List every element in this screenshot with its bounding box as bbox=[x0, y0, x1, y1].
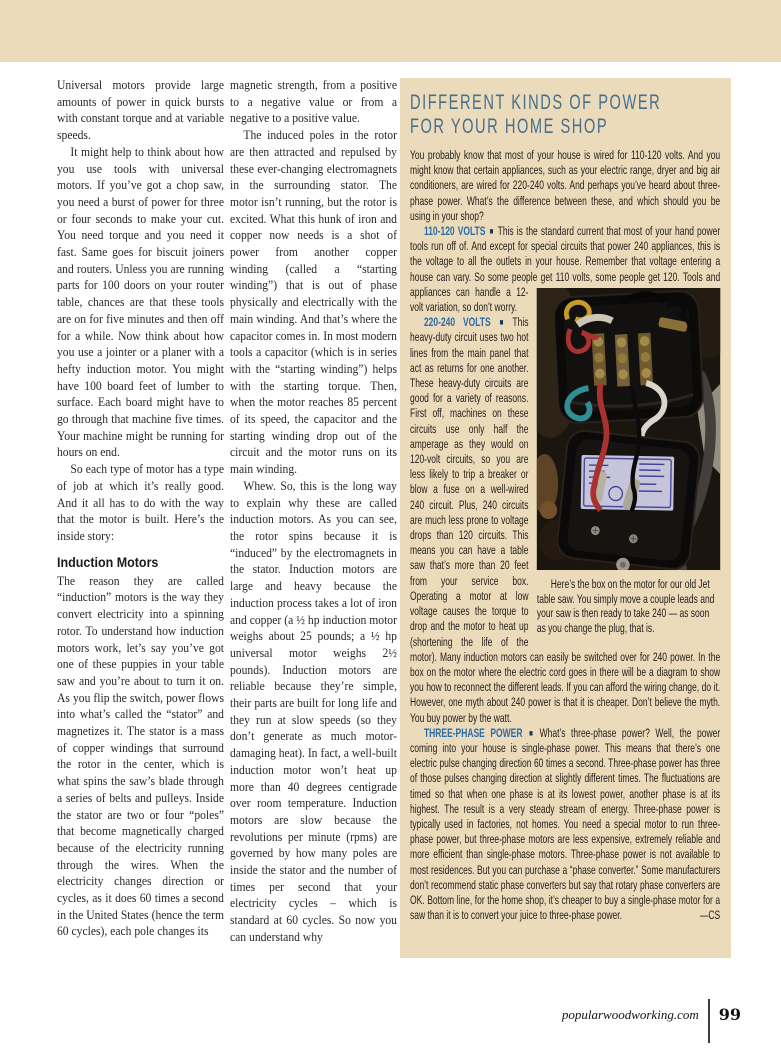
paragraph-motor-types: So each type of motor has a type of job at which it’s really good. And it all has to do with the way that the motor is built. Here’s the inside story: bbox=[57, 461, 224, 543]
website-url: popularwoodworking.com bbox=[561, 1007, 699, 1022]
paragraph-induced-poles: The induced poles in the rotor are then attracted and repulsed by these ever-changing electromagnets in the surrounding stator. The motor isn’t running, but the rotor is excited. What this hunk of iron and copper now needs is a shot of power from another copper winding (called a “starting winding”) that is out of phase physically and electrically with the main winding. And that’s where the capacitor comes in. In most modern tools a capacitor (which is in series with the “starting winding”) helps with the starting torque. Then, when the motor reaches 85 percent of its speed, the capacitor and the starting winding drop out of the circuit and the motor runs on its main winding. bbox=[230, 127, 397, 477]
rusty-bolt bbox=[540, 501, 557, 519]
section-heading-three-phase: THREE-PHASE POWER bbox=[423, 725, 523, 740]
section-body-110-120-a: This is the standard current that most of your hand power tools run off of. And except for special circuits that power 240 appliances, this is the voltage to all the outlets in your house. Remember that voltage entering a house can vary. So some people get 110 volts, some people get 120. bbox=[410, 224, 721, 284]
article-column-1 bbox=[57, 77, 224, 940]
page-number: 99 bbox=[718, 1005, 741, 1024]
paragraph-whew-summary: Whew. So, this is the long way to explain why these are called induction motors. As you can see, the rotor spins because it is “induced” by the electromagnets in the stator. Induction motors are large and heavy because the induction process takes a lot of iron and copper (a ½ hp induction motor weighs about 25 pounds; a ½ hp universal motor weighs 2½ pounds). Induction motors are reliable because they’re simple, their parts are built for long life and they run at slow speeds (so they don’t generate as much motor-damaging heat). In fact, a well-built induction motor won’t heat up more than 40 degrees centigrade over room temperature. Induction motors are slow because the revolutions per minute (rpms) are governed by how many poles are inside the stator and the number of times per second that your electricity cycles – which is standard at 60 cycles. So now you can understand why bbox=[230, 477, 397, 944]
terminal-strip bbox=[592, 331, 653, 388]
paragraph-tool-use: It might help to think about how you use tools with universal motors. If you’ve got a chop saw, you need a burst of power for three or four seconds to make your cut. You need torque and you need it fast. Same goes for biscuit joiners and routers. Unless you are running parts for 100 doors on your router table, chances are that these tools are on for five minutes and then off for a while. Now think about how you use a jointer or a planer with a hefty induction motor. You might have 100 board feet of lumber to surface. Each board might have to go through that machine five times. Your machine might be running for hours on end. bbox=[57, 143, 224, 460]
sidebar-intro: You probably know that most of your house is wired for 110-120 volts. And you might know that certain appliances, such as your electric range, dryer and big air conditioners, are wired for 220-240 volts. And perhaps you’ve heard about three-phase power. What’s the difference between these, and which should you be using in your shop? bbox=[410, 148, 721, 223]
article-column-2 bbox=[230, 77, 397, 946]
section-body-three-phase: What’s three-phase power? Well, the power coming into your house is single-phase power. This means that there’s one electric pulse changing direction 60 times a second. Three-phase power has three of those pulses changing direction at slightly different times. The fluctuations are timed so that when one phase is at its lowest power, another phase is at its highest. The result is a very steady stream of energy. Three-phase power is typically used in factories, not homes. You need a special motor to run three-phase power, but three-phase motors are less expensive, extremely reliable and more efficient than single-phase motors. Three-phase power is not available to most residences. But you can purchase a “phase converter.” Some manufacturers don’t recommend static phase converters but say that rotary phase converters are OK. Bottom line, for the home shop, it’s cheaper to buy a single-phase motor for a saw than it is to convert your juice to three-phase power. bbox=[410, 725, 721, 923]
sidebar-box-power-kinds bbox=[400, 78, 731, 958]
motor-junction-box-photo bbox=[537, 288, 720, 570]
footer-divider bbox=[708, 999, 710, 1043]
square-bullet-icon: ■ bbox=[494, 317, 509, 328]
author-signature: —CS bbox=[699, 908, 721, 923]
sidebar-photo-figure bbox=[537, 288, 720, 636]
section-heading-220-240-volts: 220-240 VOLTS bbox=[423, 315, 491, 330]
top-page-band bbox=[0, 0, 781, 62]
sidebar-section-three-phase bbox=[410, 726, 720, 924]
sidebar-title bbox=[410, 91, 720, 139]
section-heading-induction-motors: Induction Motors bbox=[57, 553, 159, 570]
sidebar-title-line-2: FOR YOUR HOME SHOP bbox=[410, 115, 609, 138]
section-body-220-240: This heavy-duty circuit uses two hot lines from the main panel that act as returns for one another. These heavy-duty circuits are good for a variety of reasons. First off, machines on these circuits use only half the amperage as they would on 120-volt circuits, so you are less likely to trip a breaker or blow a fuse on a well-wired 240 circuit. Plus, 240 circuits are much less prone to voltage drops than 120 circuits. This means you can have a table saw that’s more than 20 feet from your service box. Operating a motor at low voltage causes the torque to drop and the motor to heat up (shortening the life of the motor). Many induction motors can easily be switched over for 240 power. In the box on the motor where the electric cord goes in there will be a diagram to show you how to reconnect the different leads. If you can afford the wiring change, do it. However, one myth about 240 power is that it is cheaper. Don’t believe the myth. You buy power by the watt. bbox=[410, 315, 721, 725]
photo-caption: Here’s the box on the motor for our old Jet table saw. You simply move a couple leads and your saw is then ready to take 240 — as soon as you change the plug, that is. bbox=[536, 576, 715, 636]
square-bullet-icon: ■ bbox=[488, 226, 495, 237]
lower-lid bbox=[555, 429, 701, 570]
sidebar-content bbox=[410, 78, 720, 937]
section-body-110-120-b: Tools and appliances can handle a 12-volt variation, so don’t worry. bbox=[410, 269, 721, 315]
square-bullet-icon: ■ bbox=[525, 727, 537, 738]
paragraph-magnetic-strength: magnetic strength, from a positive to a negative value or from a negative to a positive value. bbox=[230, 77, 397, 126]
paragraph-induction-explained: The reason they are called “induction” motors is the way they convert electricity into a spinning rotor. To understand how induction motors work, let’s say you’ve got one of these puppies in your table saw and you’re about to turn it on. As you flip the switch, power flows into what’s called the “stator” and magnetizes it. The stator is a mass of copper windings that surround the rotor in the center, which is what spins the saw’s blade through a series of belts and pulleys. Inside the stator are two or four “poles” that become magnetically charged because of the electricity running through the wires. When the electricity changes direction or cycles, as it does 60 times a second in the United States (hence the term 60 cycles), each pole changes its bbox=[57, 572, 224, 939]
paragraph-universal-motors: Universal motors provide large amounts of power in quick bursts with constant torque and at variable speeds. bbox=[57, 77, 224, 143]
sidebar-title-line-1: DIFFERENT KINDS OF POWER bbox=[410, 91, 662, 114]
section-heading-110-120-volts: 110-120 VOLTS bbox=[423, 224, 486, 239]
page-footer bbox=[0, 999, 741, 1043]
